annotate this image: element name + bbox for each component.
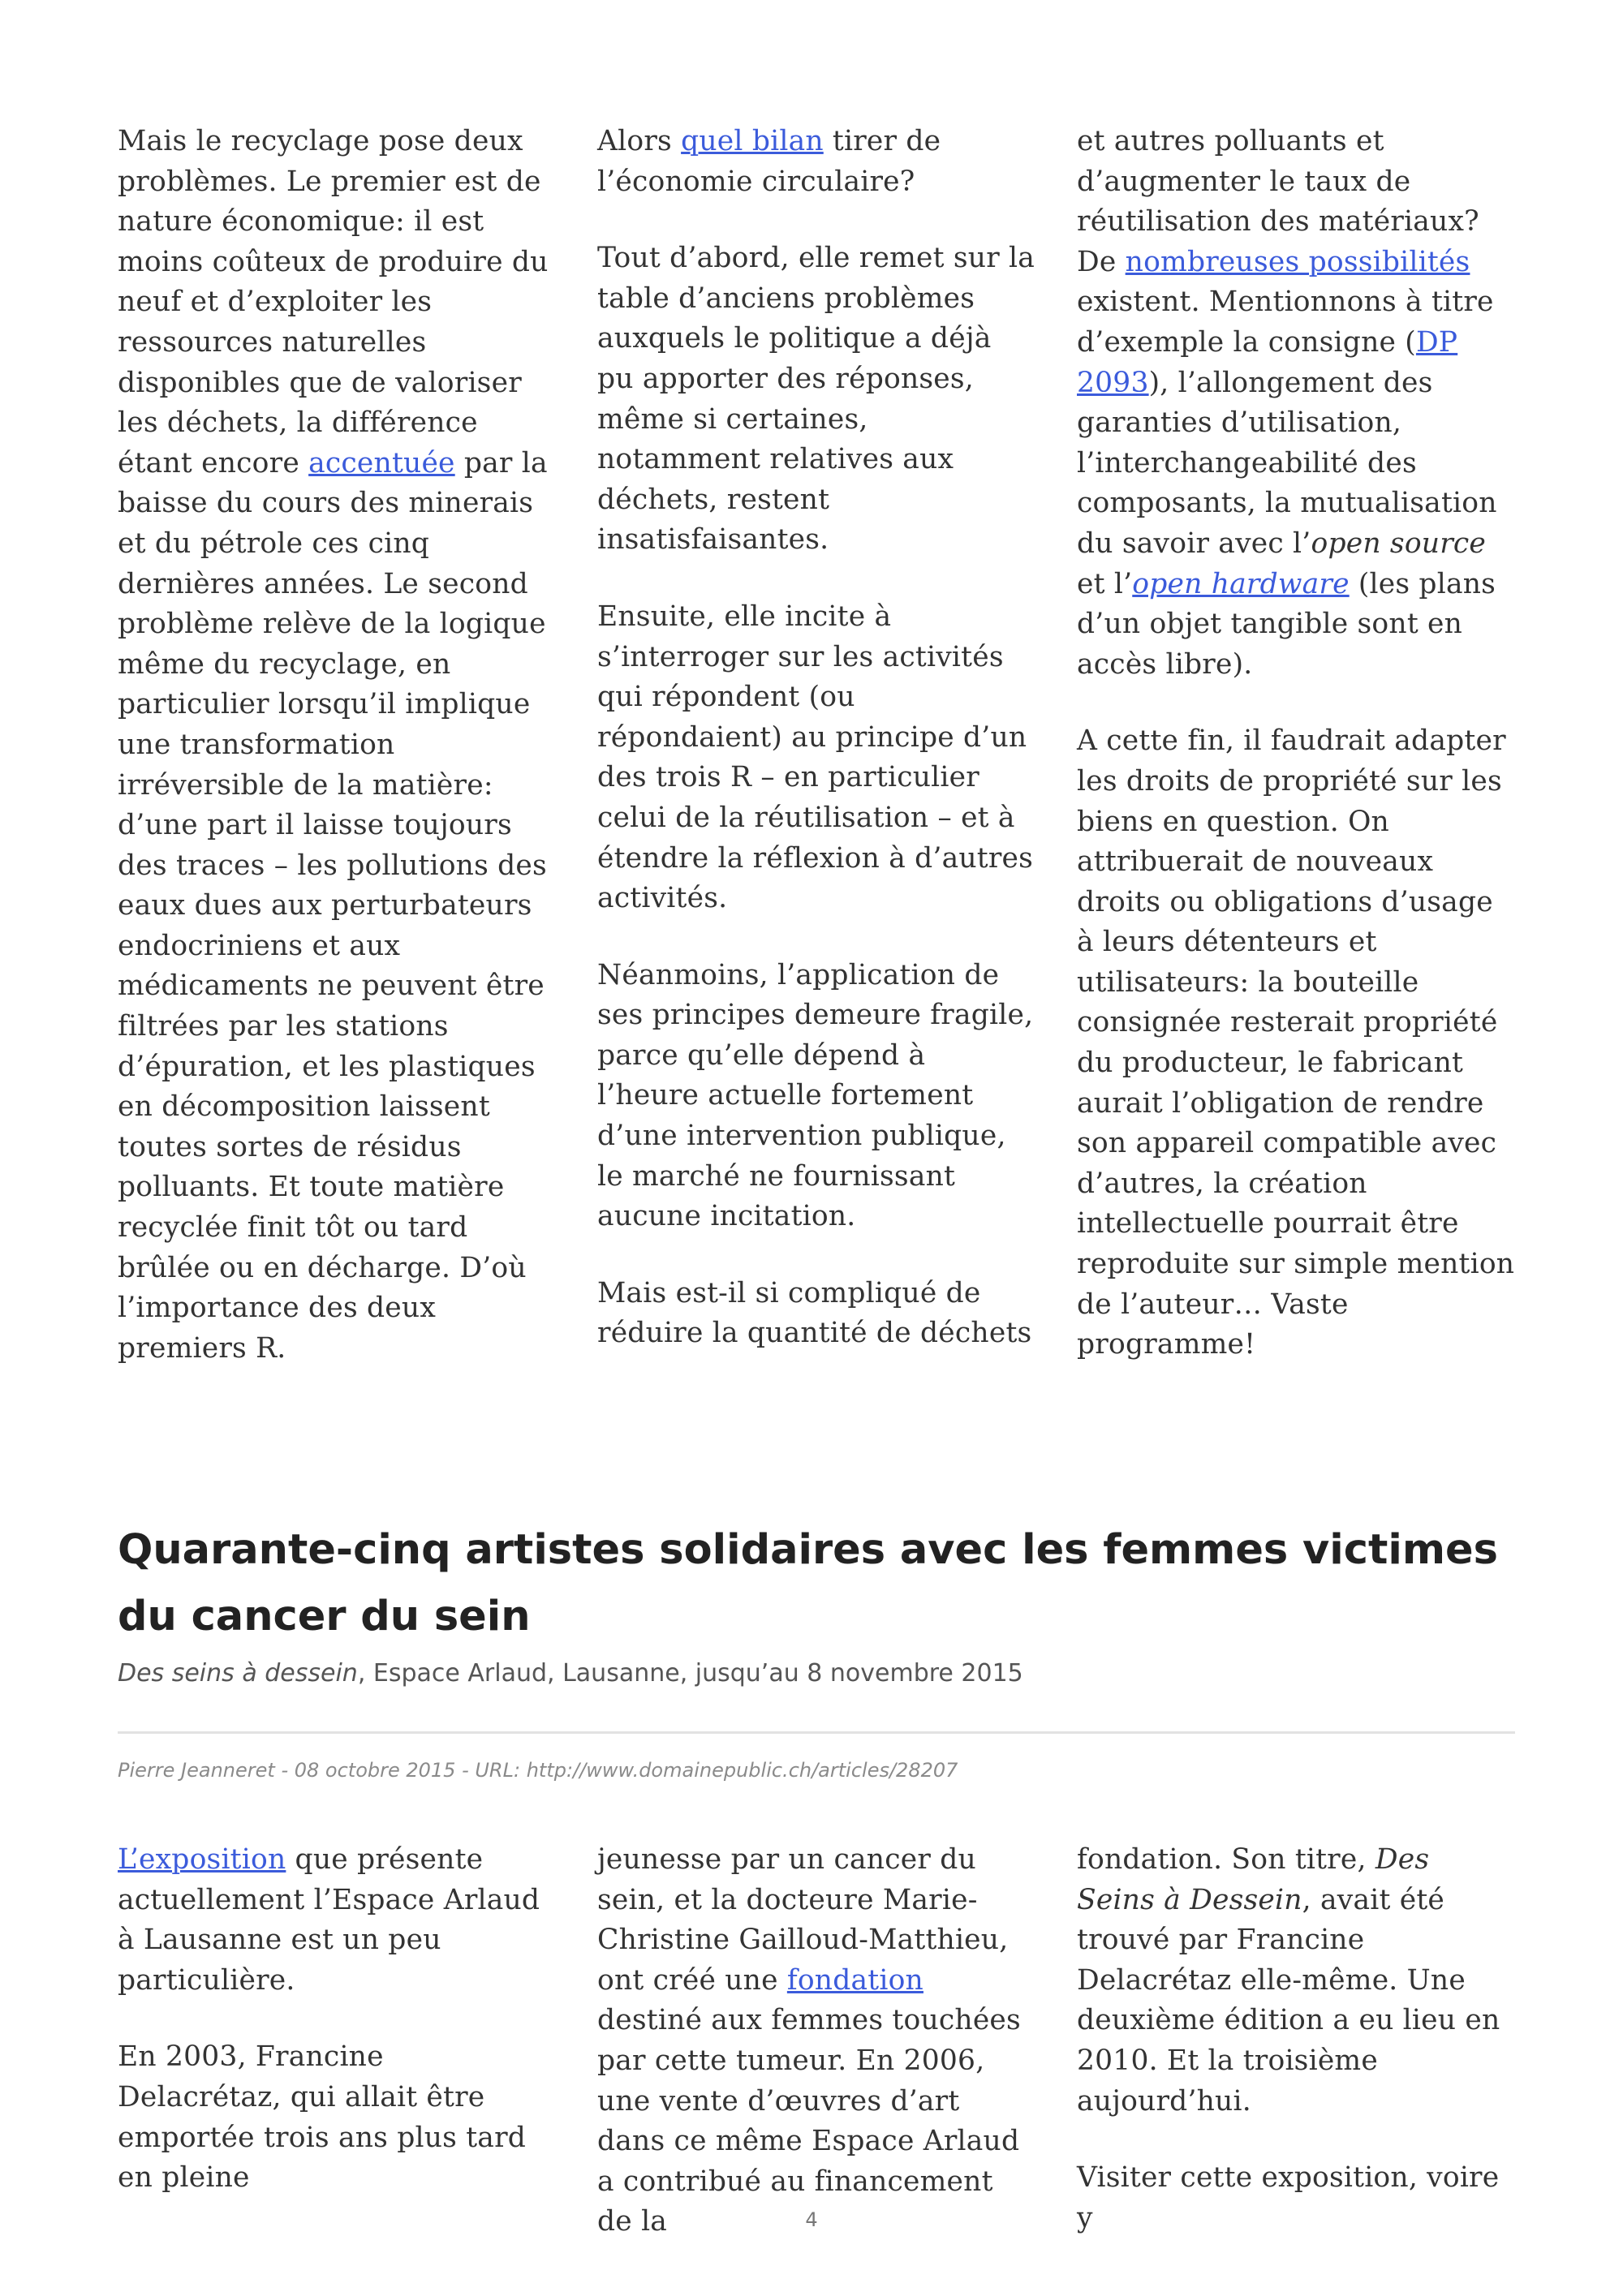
column-1 [118,122,556,1369]
paragraph: jeunesse par un cancer du sein, et la docteure Marie-Christine Gailloud-Matthieu, ont créé une fondation destiné aux femmes touchées par cette tumeur. En 2006, une vente d’œuvres d’art dans ce même Espace Arlaud a contribué au financement de la [597,1843,1021,2238]
paragraph: A cette fin, il faudrait adapter les droits de propriété sur les biens en question. On attribuerait de nouveaux droits ou obligations d’usage à leurs détenteurs et utilisateurs: la bouteille consignée resterait propriété du producteur, le fabricant aurait l’obligation de rendre son appareil compatible avec d’autres, la création intellectuelle pourrait être reproduite sur simple mention de l’auteur… Vaste programme! [1077,724,1515,1361]
link-dp-2093[interactable]: DP 2093 [1077,325,1458,399]
article-meta: Pierre Jeanneret - 08 octobre 2015 - URL: http://www.domainepublic.ch/articles/28207 [118,1759,958,1782]
divider [118,1731,1515,1734]
paragraph: L’exposition que présente actuellement l’Espace Arlaud à Lausanne est un peu particulière. [118,1843,540,1997]
article-subtitle: Des seins à dessein, Espace Arlaud, Lausanne, jusqu’au 8 novembre 2015 [118,1659,1023,1688]
emphasis: open source [1311,527,1487,560]
article-title: Quarante-cinq artistes solidaires avec les femmes victimes du cancer du sein [118,1526,1498,1640]
previous-article-columns [118,122,1515,1369]
paragraph: Ensuite, elle incite à s’interroger sur les activités qui répondent (ou répondaient) au principe d’un des trois R – en particulier celui de la réutilisation – et à étendre la réflexion à d’autres activités. [597,600,1034,915]
link-fondation[interactable]: fondation [786,1963,923,1997]
link-quel-bilan[interactable]: quel bilan [681,125,824,157]
column-2 [597,122,1035,1369]
link-accentuee[interactable]: accentuée [308,446,455,479]
page-number: 4 [805,2208,818,2231]
column-1 [118,1840,556,2242]
link-exposition[interactable]: L’exposition [118,1843,286,1876]
column-2 [597,1840,1035,2242]
emphasis: Des Seins à Dessein [1077,1843,1430,1916]
link-nombreuses-possibilites[interactable]: nombreuses possibilités [1125,245,1470,278]
paragraph: Alors quel bilan tirer de l’économie circulaire? [597,125,941,198]
paragraph: fondation. Son titre, Des Seins à Dessein, avait été trouvé par Francine Delacrétaz elle-même. Une deuxième édition a eu lieu en 2010. Et la troisième aujourd’hui. [1077,1843,1500,2118]
link-open-hardware[interactable]: open hardware [1132,567,1350,600]
paragraph: Mais est-il si compliqué de réduire la quantité de déchets [597,1276,1032,1350]
paragraph: Visiter cette exposition, voire y [1077,2161,1500,2234]
paragraph: Néanmoins, l’application de ses principes demeure fragile, parce qu’elle dépend à l’heure actuelle fortement d’une intervention publique, le marché ne fournissant aucune incitation. [597,958,1034,1233]
paragraph: Tout d’abord, elle remet sur la table d’anciens problèmes auxquels le politique a déjà pu apporter des réponses, même si certaines, notamment relatives aux déchets, restent insatisfaisantes. [597,242,1035,557]
paragraph: et autres polluants et d’augmenter le taux de réutilisation des matériaux? De nombreuses possibilités existent. Mentionnons à titre d’exemple la consigne (DP 2093), l’allongement des garanties d’utilisation, l’interchangeabilité des composants, la mutualisation du savoir avec l’open source et l’open hardware (les plans d’un objet tangible sont en accès libre). [1077,125,1497,681]
article-columns [118,1840,1515,2242]
column-3 [1077,122,1515,1369]
paragraph: Mais le recyclage pose deux problèmes. Le premier est de nature économique: il est moins coûteux de produire du neuf et d’exploiter les ressources naturelles disponibles que de valoriser les déchets, la différence étant encore accentuée par la baisse du cours des minerais et du pétrole ces cinq dernières années. Le second problème relève de la logique même du recyclage, en particulier lorsqu’il implique une transformation irréversible de la matière: d’une part il laisse toujours des traces – les pollutions des eaux dues aux perturbateurs endocriniens et aux médicaments ne peuvent être filtrées par les stations d’épuration, et les plastiques en décomposition laissent toutes sortes de résidus polluants. Et toute matière recyclée finit tôt ou tard brûlée ou en décharge. D’où l’importance des deux premiers R. [118,125,549,1365]
column-3 [1077,1840,1515,2242]
paragraph: En 2003, Francine Delacrétaz, qui allait être emportée trois ans plus tard en pleine [118,2040,527,2195]
